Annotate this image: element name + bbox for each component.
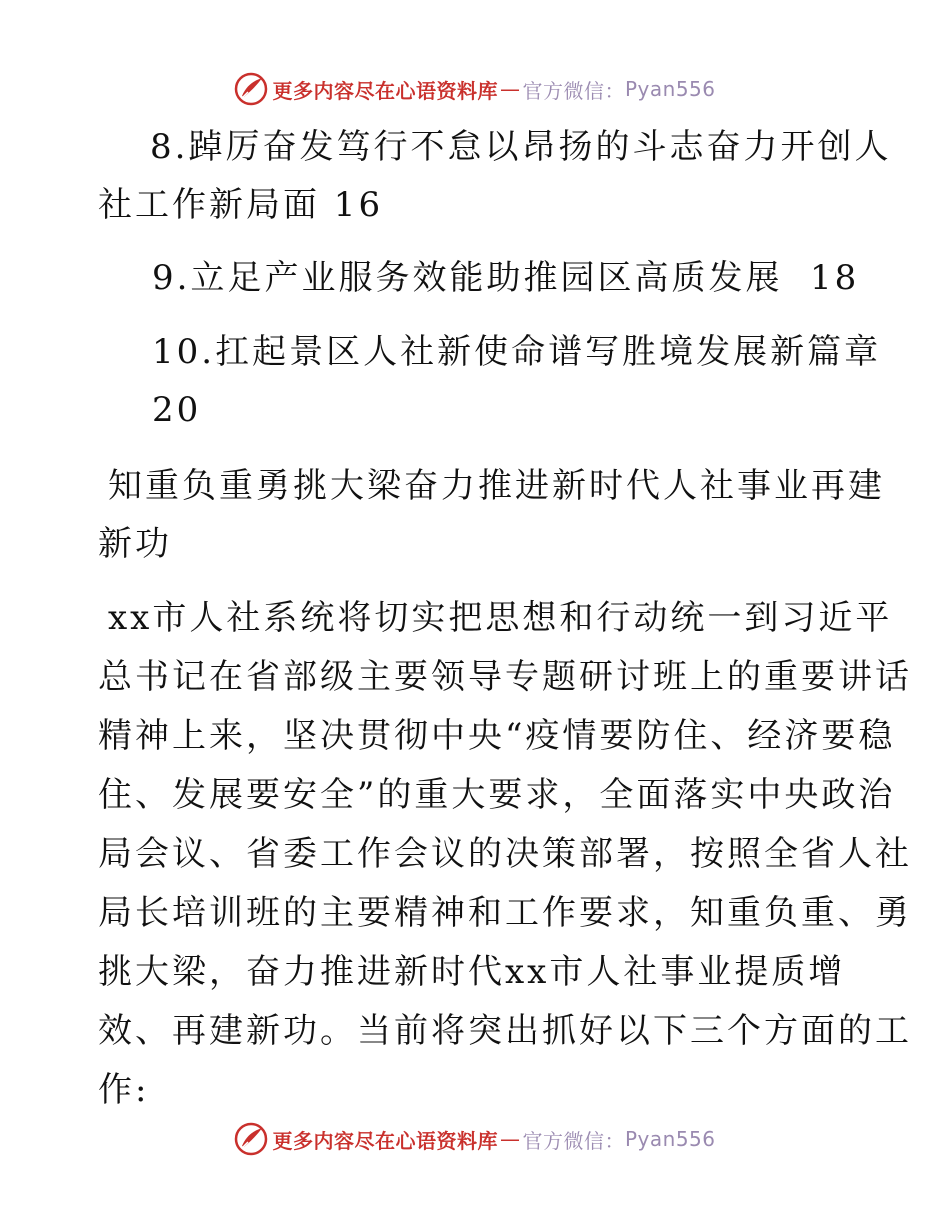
- body-line-4: 住、发展要安全”的重大要求，全面落实中央政治: [98, 775, 896, 815]
- header-watermark: [0, 72, 950, 106]
- body-line-5: 局会议、省委工作会议的决策部署，按照全省人社: [98, 834, 912, 874]
- body-line-7: 挑大梁，奋力推进新时代xx市人社事业提质增: [98, 952, 846, 992]
- body-line-8: 效、再建新功。当前将突出抓好以下三个方面的工: [98, 1011, 912, 1051]
- article-title-line-1: 知重负重勇挑大梁奋力推进新时代人社事业再建: [108, 466, 885, 506]
- body-line-9: 作:: [98, 1070, 150, 1110]
- watermark-main-text: 更多内容尽在心语资料库: [272, 78, 498, 103]
- watermark-main-text: 更多内容尽在心语资料库: [272, 1128, 498, 1153]
- toc-item-9: 9.立足产业服务效能助推园区高质发展 18: [152, 258, 860, 298]
- quill-logo-icon: [234, 72, 268, 106]
- watermark-separator: —: [499, 77, 521, 101]
- toc-item-10-line-2: 20: [152, 390, 202, 430]
- quill-logo-icon: [234, 1122, 268, 1156]
- watermark-wechat-id: Pyan556: [624, 77, 716, 101]
- body-line-3: 精神上来，坚决贯彻中央“疫情要防住、经济要稳: [98, 716, 896, 756]
- watermark-separator: —: [499, 1127, 521, 1151]
- watermark-sub-text: 官方微信：: [522, 1128, 625, 1153]
- body-line-6: 局长培训班的主要精神和工作要求，知重负重、勇: [98, 893, 912, 933]
- toc-item-10-line-1: 10.扛起景区人社新使命谱写胜境发展新篇章: [152, 332, 882, 372]
- body-line-1: xx市人社系统将切实把思想和行动统一到习近平: [108, 598, 893, 638]
- watermark-wechat-id: Pyan556: [624, 1127, 716, 1151]
- watermark-sub-text: 官方微信：: [522, 78, 625, 103]
- footer-watermark: [0, 1122, 950, 1156]
- toc-item-8-line-1: 8.踔厉奋发笃行不怠以昂扬的斗志奋力开创人: [150, 127, 892, 167]
- toc-item-8-line-2: 社工作新局面 16: [98, 185, 384, 225]
- body-line-2: 总书记在省部级主要领导专题研讨班上的重要讲话: [98, 657, 912, 697]
- article-title-line-2: 新功: [98, 524, 172, 564]
